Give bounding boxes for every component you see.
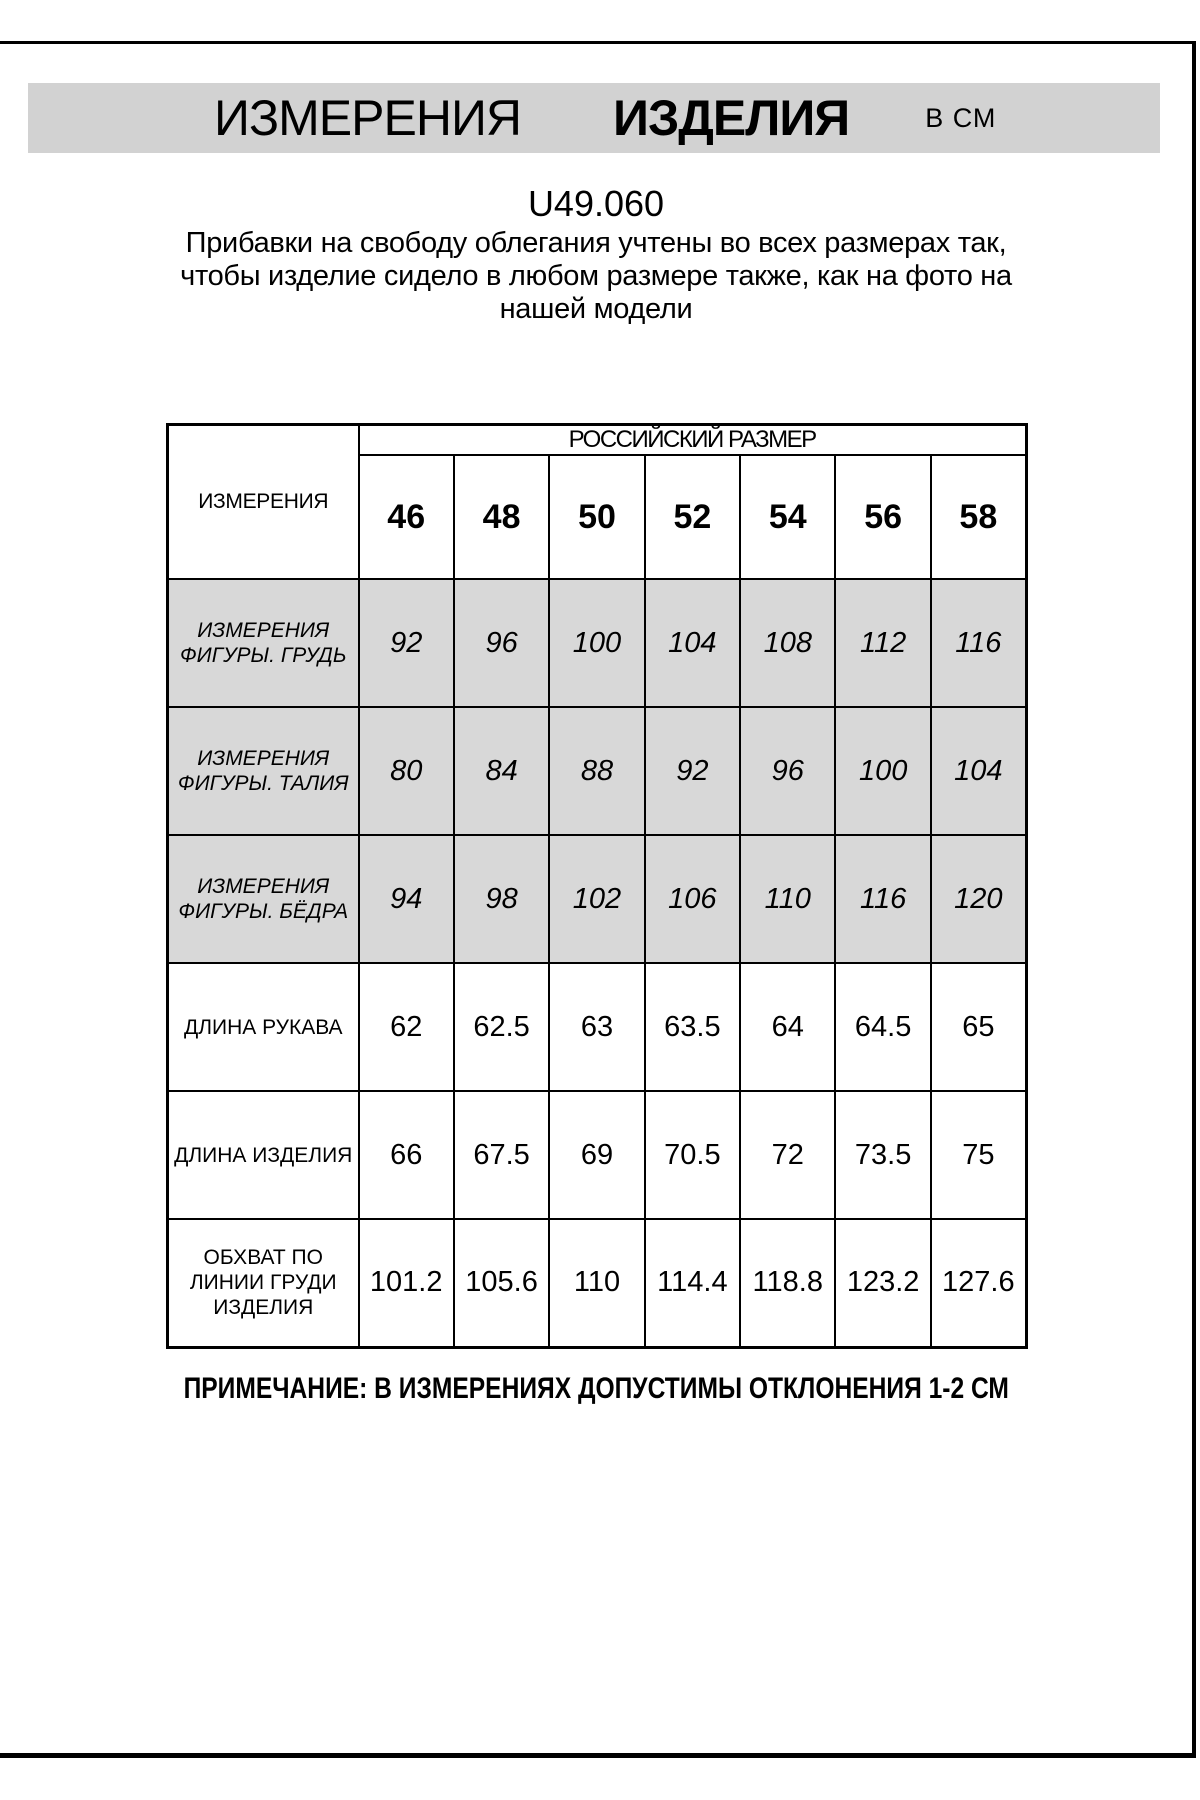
measure-value-cell: 123.2 [835,1219,930,1347]
label-line: ФИГУРЫ. ГРУДЬ [179,644,347,667]
measure-value-cell: 106 [645,835,740,963]
label-line: ФИГУРЫ. ТАЛИЯ [177,772,349,795]
size-col-header: 52 [645,455,740,579]
group-header: РОССИЙСКИЙ РАЗМЕР [359,425,1027,456]
measure-value-cell: 92 [359,579,454,707]
tolerance-note [0,1372,1192,1406]
measure-value-cell: 120 [931,835,1026,963]
table-row [168,579,1027,707]
corner-header: ИЗМЕРЕНИЯ [168,425,359,580]
description-line: Прибавки на свободу облегания учтены во всех размерах так, [185,227,1007,259]
size-col-header: 48 [454,455,549,579]
measure-value-cell: 67.5 [454,1091,549,1219]
measure-value-cell: 94 [359,835,454,963]
measure-value-cell: 127.6 [931,1219,1026,1347]
label-line: ИЗДЕЛИЯ [213,1296,314,1320]
group-header-row [168,425,1027,456]
measure-value-cell: 114.4 [645,1219,740,1347]
measure-value-cell: 66 [359,1091,454,1219]
measure-value-cell: 63.5 [645,963,740,1091]
description [0,227,1192,326]
size-col-header: 58 [931,455,1026,579]
measure-value-cell: 84 [454,707,549,835]
measure-value-cell: 100 [835,707,930,835]
measure-value-cell: 101.2 [359,1219,454,1347]
measure-value-cell: 63 [549,963,644,1091]
size-col-header: 46 [359,455,454,579]
measure-value-cell: 116 [931,579,1026,707]
label-line: ДЛИНА ИЗДЕЛИЯ [174,1143,353,1167]
measure-value-cell: 80 [359,707,454,835]
title-secondary: ИЗДЕЛИЯ [613,90,850,146]
measure-value-cell: 70.5 [645,1091,740,1219]
measure-value-cell: 104 [931,707,1026,835]
measure-value-cell: 64.5 [835,963,930,1091]
measure-row-label [168,1219,359,1347]
measure-row-label [168,707,359,835]
measure-value-cell: 75 [931,1091,1026,1219]
table-row [168,835,1027,963]
measure-value-cell: 96 [454,579,549,707]
size-col-header: 56 [835,455,930,579]
measure-value-cell: 92 [645,707,740,835]
measure-row-label [168,1091,359,1219]
measure-row-label [168,963,359,1091]
measure-value-cell: 102 [549,835,644,963]
title-banner [28,83,1160,153]
size-col-header: 50 [549,455,644,579]
measure-row-label [168,579,359,707]
measure-value-cell: 69 [549,1091,644,1219]
title-primary: ИЗМЕРЕНИЯ [214,90,521,146]
description-line: нашей модели [499,293,693,325]
measure-value-cell: 118.8 [740,1219,835,1347]
measure-value-cell: 98 [454,835,549,963]
measure-value-cell: 62.5 [454,963,549,1091]
size-table-body [168,579,1027,1347]
table-row [168,707,1027,835]
label-line: ЛИНИИ ГРУДИ [189,1271,337,1295]
measure-value-cell: 100 [549,579,644,707]
measure-value-cell: 110 [740,835,835,963]
table-row [168,1091,1027,1219]
measure-value-cell: 62 [359,963,454,1091]
label-line: ДЛИНА РУКАВА [183,1015,343,1039]
label-line: ОБХВАТ ПО [203,1246,323,1270]
measure-value-cell: 112 [835,579,930,707]
measure-value-cell: 104 [645,579,740,707]
table-row [168,1219,1027,1347]
measure-value-cell: 96 [740,707,835,835]
title-units: В СМ [925,102,997,133]
label-line: ИЗМЕРЕНИЯ [197,875,330,898]
measure-value-cell: 116 [835,835,930,963]
tolerance-note-text: ПРИМЕЧАНИЕ: В ИЗМЕРЕНИЯХ ДОПУСТИМЫ ОТКЛОНЕНИЯ 1-2 СМ [183,1372,1009,1405]
measure-value-cell: 72 [740,1091,835,1219]
measure-value-cell: 65 [931,963,1026,1091]
label-line: ИЗМЕРЕНИЯ [197,619,330,642]
measure-value-cell: 108 [740,579,835,707]
product-code: U49.060 [527,183,665,224]
description-line: чтобы изделие сидело в любом размере также, как на фото на [180,260,1012,292]
label-line: ИЗМЕРЕНИЯ [197,747,330,770]
measure-value-cell: 88 [549,707,644,835]
measure-row-label [168,835,359,963]
measure-value-cell: 64 [740,963,835,1091]
size-col-header: 54 [740,455,835,579]
label-line: ФИГУРЫ. БЁДРА [178,900,349,923]
measure-value-cell: 73.5 [835,1091,930,1219]
size-table [166,423,1028,1349]
measure-value-cell: 105.6 [454,1219,549,1347]
measure-value-cell: 110 [549,1219,644,1347]
table-row [168,963,1027,1091]
